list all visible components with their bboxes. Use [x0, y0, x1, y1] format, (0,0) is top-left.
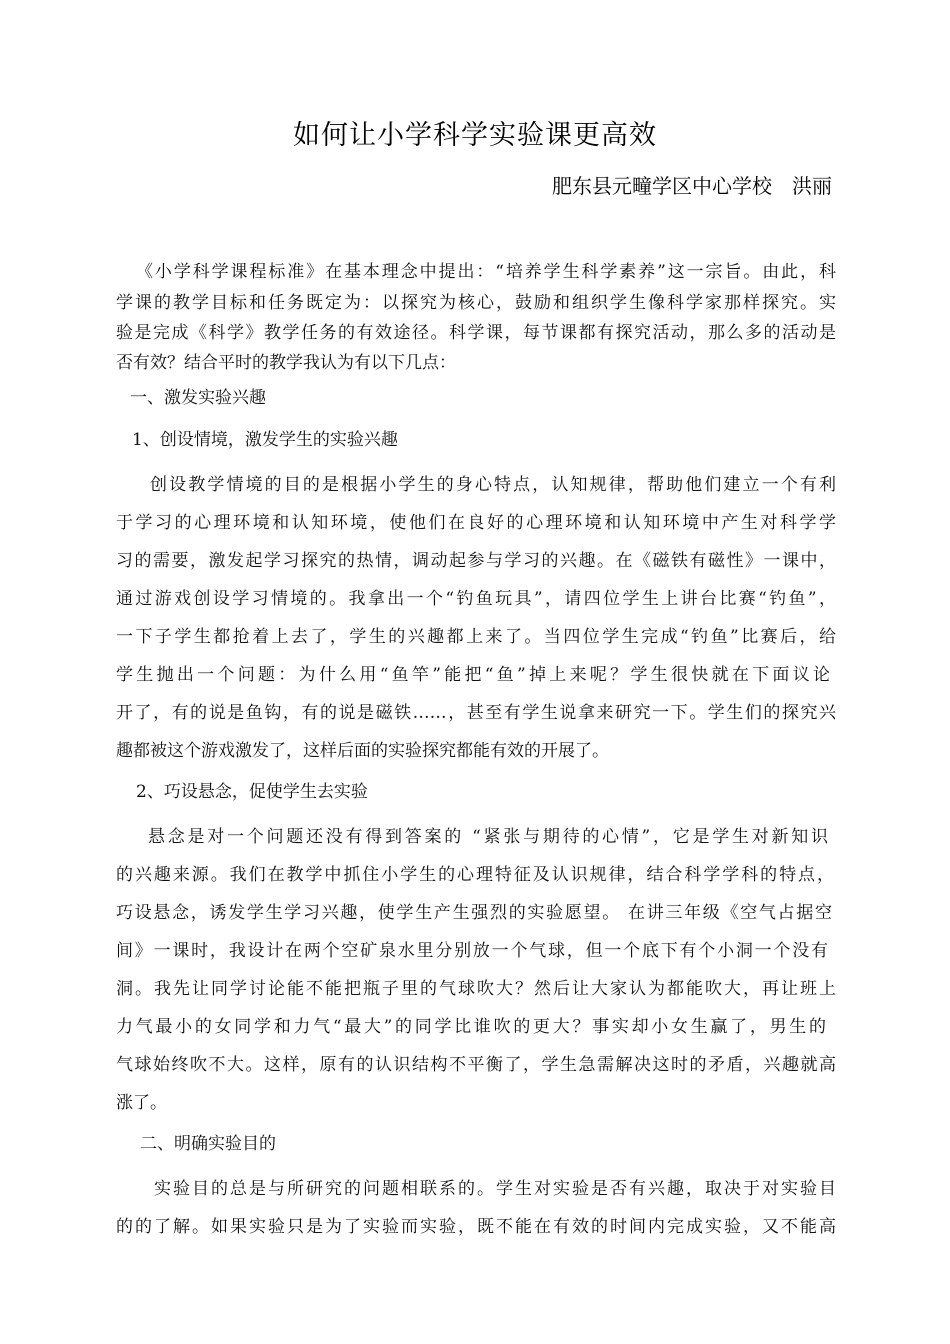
paragraph-line: 于学习的心理环境和认知环境，使他们在良好的心理环境和认知环境中产生对科学学: [116, 513, 836, 533]
intro-line: 学课的教学目标和任务既定为：以探究为核心，鼓励和组织学生像科学家那样探究。实: [116, 293, 836, 313]
section-heading: 一、激发实验兴趣: [130, 388, 266, 408]
paragraph-line: 洞。我先让同学讨论能不能把瓶子里的气球吹大？然后让大家认为都能吹大，再让班上: [116, 979, 836, 999]
intro-line: 验是完成《科学》教学任务的有效途径。科学课，每节课都有探究活动，那么多的活动是: [116, 323, 836, 343]
author-line: 肥东县元疃学区中心学校 洪丽: [552, 174, 832, 198]
paragraph-line: 气球始终吹不大。这样，原有的认识结构不平衡了，学生急需解决这时的矛盾，兴趣就高: [116, 1055, 836, 1075]
subsection-heading: 1、创设情境，激发学生的实验兴趣: [132, 430, 398, 450]
paragraph-line: 的的了解。如果实验只是为了实验而实验，既不能在有效的时间内完成实验，又不能高: [116, 1217, 836, 1237]
paragraph-line: 习的需要，激发起学习探究的热情，调动起参与学习的兴趣。在《磁铁有磁性》一课中，: [116, 551, 836, 571]
paragraph-line: 通过游戏创设学习情境的。我拿出一个“钓鱼玩具”，请四位学生上讲台比赛“钓鱼”，: [116, 589, 836, 609]
paragraph-line: 学生抛出一个问题：为什么用“鱼竿”能把“鱼”掉上来呢？学生很快就在下面议论: [116, 665, 830, 685]
paragraph-line: 力气最小的女同学和力气“最大”的同学比谁吹的更大？事实却小女生赢了，男生的: [116, 1017, 826, 1037]
paragraph-line: 的兴趣来源。我们在教学中抓住小学生的心理特征及认识规律，结合科学学科的特点，: [116, 865, 834, 885]
paragraph-line: 悬念是对一个问题还没有得到答案的 “紧张与期待的心情”，它是学生对新知识: [148, 827, 828, 847]
intro-line: 《小学科学课程标准》在基本理念中提出：“培养学生科学素养”这一宗旨。由此，科: [136, 262, 836, 282]
paragraph-line: 实验目的总是与所研究的问题相联系的。学生对实验是否有兴趣，取决于对实验目: [154, 1179, 836, 1199]
paragraph-line: 创设教学情境的目的是根据小学生的身心特点，认知规律，帮助他们建立一个有利: [150, 475, 836, 495]
paragraph-line: 间》一课时，我设计在两个空矿泉水里分别放一个气球，但一个底下有个小洞一个没有: [116, 941, 828, 961]
paragraph-line: 一下子学生都抢着上去了，学生的兴趣都上来了。当四位学生完成“钓鱼”比赛后，给: [116, 627, 836, 647]
section-heading: 二、明确实验目的: [140, 1134, 276, 1154]
intro-line: 否有效？结合平时的教学我认为有以下几点：: [116, 353, 456, 373]
subsection-heading: 2、巧设悬念，促使学生去实验: [136, 782, 368, 802]
document-title: 如何让小学科学实验课更高效: [293, 120, 657, 151]
paragraph-line: 涨了。: [116, 1093, 167, 1113]
paragraph-line: 趣都被这个游戏激发了，这样后面的实验探究都能有效的开展了。: [116, 741, 609, 761]
paragraph-line: 开了，有的说是鱼钩，有的说是磁铁……，甚至有学生说拿来研究一下。学生们的探究兴: [116, 703, 836, 723]
paragraph-line: 巧设悬念，诱发学生学习兴趣，使学生产生强烈的实验愿望。 在讲三年级《空气占据空: [116, 903, 832, 923]
